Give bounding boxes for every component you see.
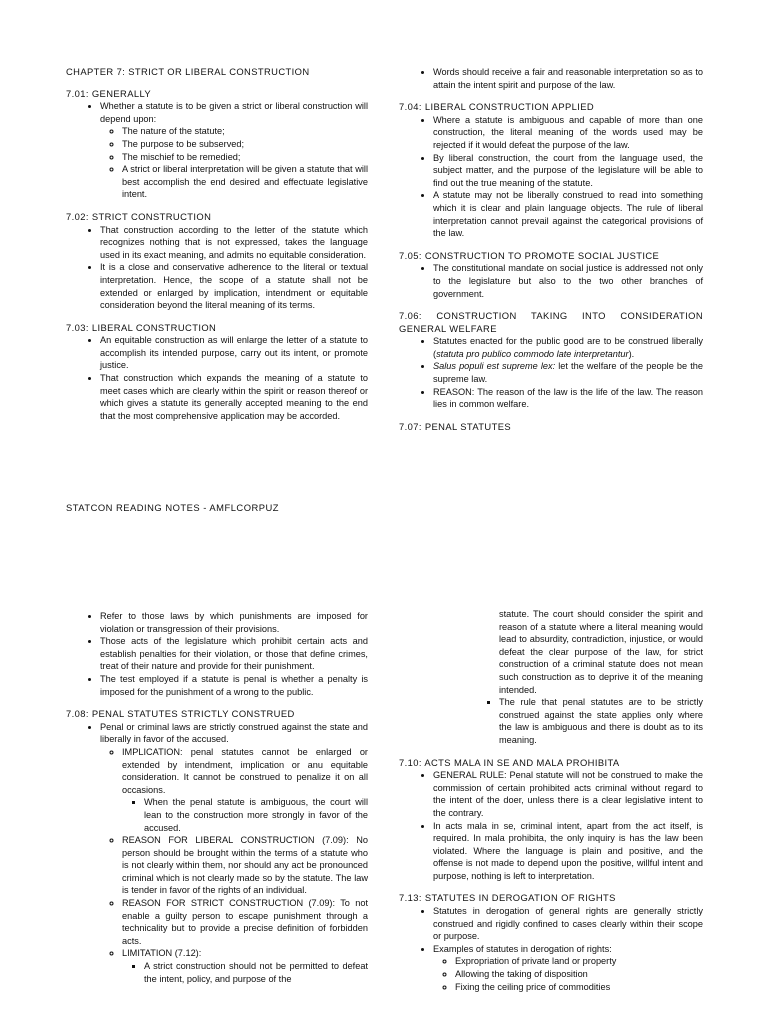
bullet-item: • GENERAL RULE: Penal statute will not be construed to make the commission of certain prohibited acts criminal without regard to the intent of the doer, unless there is a clear legislative intent to the contrary. [433,769,703,819]
section-7-04 [399,101,703,240]
section-7-08 [66,708,368,985]
section-7-03 [66,322,368,423]
bullet-item: • Whether a statute is to be given a strict or liberal construction will depend upon: ◦ The nature of the statute; ◦ The purpose to be subserved; ◦ The mischief to be remedied; ◦ A strict or liberal interpretation will be given a statute that will best accomplish the end desired and effectuate legislative intent. [100,100,368,201]
section-title: 7.10: ACTS MALA IN SE AND MALA PROHIBITA [399,756,620,768]
continued-paragraph: statute. The court should consider the spirit and reason of a statute where a literal meaning would lead to absurdity, contradiction, injustice, or would defeat the clear purpose of the law, for strict construction of a criminal statute does not mean such construction as to deprive it of the meaning intended. [499,609,703,695]
bullet-item: • REASON: The reason of the law is the life of the law. The reason lies in common welfare. [433,386,703,411]
continued-text [399,608,703,747]
sub-sub-item: ▪ The rule that penal statutes are to be strictly construed against the state applies only where the law is ambiguous and there is doubt as to its meaning. [499,696,703,746]
sub-item: ◦ A strict or liberal interpretation will be given a statute that will best accomplish the end desired and effectuate legislative intent. [122,163,368,201]
section-7-02 [66,211,368,312]
bullet-item: • Statutes enacted for the public good are to be construed liberally (statuta pro publico commodo late interpretantur). [433,335,703,360]
sub-item: ◦ Allowing the taking of disposition [455,968,703,981]
section-title: 7.08: PENAL STATUTES STRICTLY CONSTRUED [66,708,295,720]
page2-right-column [399,608,703,1003]
section-7-10 [399,757,703,883]
section-7-06 [399,310,703,411]
page1-left-column [66,66,368,432]
bullet-item: • A statute may not be liberally construed to read into something which it is clear and plain language objects. The rule of liberal interpretation cannot prevail against the categorical provisions of the law. [433,189,703,239]
bullet-item: • An equitable construction as will enlarge the letter of a statute to accomplish its intended purpose, carry out its intent, or promote justice. [100,334,368,372]
bullet-item: • Where a statute is ambiguous and capable of more than one construction, the literal meaning of the words used may be rejected if it would defeat the purpose of the law. [433,114,703,152]
sub-item: ◦ The purpose to be subserved; [122,138,368,151]
bullet-item: • Statutes in derogation of general rights are generally strictly construed and rigidly confined to cases clearly within their scope or purpose. [433,905,703,943]
page1-right-column [399,66,703,443]
sub-sub-item: ▪ A strict construction should not be permitted to defeat the intent, policy, and purpose of the [144,960,368,985]
sub-sub-item: ▪ When the penal statute is ambiguous, the court will lean to the construction more strongly in favor of the accused. [144,796,368,834]
section-title: 7.01: GENERALLY [66,87,152,99]
page2-left-column [66,610,368,995]
bullet-item: • Words should receive a fair and reasonable interpretation so as to attain the intent spirit and purpose of the law. [433,66,703,91]
footer-notes-label: STATCON READING NOTES - AMFLCORPUZ [66,502,280,513]
section-title: 7.04: LIBERAL CONSTRUCTION APPLIED [399,101,595,113]
bullet-item: • The test employed if a statute is penal is whether a penalty is imposed for the punishment of a wrong to the public. [100,673,368,698]
sub-item: ◦ LIMITATION (7.12): ▪ A strict construction should not be permitted to defeat the intent, policy, and purpose of the [122,947,368,985]
bullet-item: • Those acts of the legislature which prohibit certain acts and establish penalties for their violation, or those that define crimes, treat of their nature and provide for their punishment. [100,635,368,673]
bullet-item: • It is a close and conservative adherence to the literal or textual interpretation. Hence, the scope of a statute shall not be extended or enlarged by implication, intendment or equitable consideration beyond the literal meaning of its terms. [100,261,368,311]
bullet-item: • The constitutional mandate on social justice is addressed not only to the legislature but also to the two other branches of government. [433,262,703,300]
section-title: 7.03: LIBERAL CONSTRUCTION [66,321,217,333]
section-7-01 [66,88,368,201]
sub-item: ◦ Fixing the ceiling price of commodities [455,981,703,994]
bullet-item: • That construction according to the letter of the statute which recognizes nothing that is not expressed, takes the language used in its exact meaning, and admits no equitable consideration. [100,224,368,262]
chapter-title: CHAPTER 7: STRICT OR LIBERAL CONSTRUCTION [66,66,310,77]
section-7-05 [399,250,703,300]
bullet-item: • Penal or criminal laws are strictly construed against the state and liberally in favor of the accused. ◦ IMPLICATION: penal statutes cannot be enlarged or extended by intendment, implication or anu equitable consideration. It cannot be construed to penalize it on all occasions. ▪ When the penal statute is ambiguous, the court will lean to the construction more strongly in favor of the accused. ◦ REASON FOR LIBERAL CONSTRUCTION (7.09): No person should be brought within the terms of a statute who is not clearly within them, nor should any act be pronounced criminal which is not clearly made so by the statute. The law is tender in favor of the rights of an individual. ◦ REASON FOR STRICT CONSTRUCTION (7.09): To not enable a guilty person to escape punishment through a technicality but to provide a precise definition of forbidden acts. ◦ LIMITATION (7.12): ▪ A strict construction should not be permitted to defeat the intent, policy, and purpose of the [100,721,368,985]
continued-list [66,610,368,698]
section-7-13 [399,892,703,993]
sub-item: ◦ REASON FOR LIBERAL CONSTRUCTION (7.09): No person should be brought within the terms of a statute who is not clearly within them, nor should any act be pronounced criminal which is not clearly made so by the statute. The law is tender in favor of the rights of an individual. [122,834,368,897]
sub-item: ◦ The mischief to be remedied; [122,151,368,164]
bullet-item: • That construction which expands the meaning of a statute to meet cases which are clearly within the spirit or reason thereof or which gives a statute its generally accepted meaning to the end that the most comprehensive application may be accorded. [100,372,368,422]
sub-item: ◦ IMPLICATION: penal statutes cannot be enlarged or extended by intendment, implication or anu equitable consideration. It cannot be construed to penalize it on all occasions. ▪ When the penal statute is ambiguous, the court will lean to the construction more strongly in favor of the accused. [122,746,368,834]
section-title: 7.13: STATUTES IN DEROGATION OF RIGHTS [399,892,616,904]
sub-item: ◦ Expropriation of private land or property [455,955,703,968]
section-7-07 [399,421,703,434]
bullet-item: • Salus populi est supreme lex: let the welfare of the people be the supreme law. [433,360,703,385]
section-title: 7.07: PENAL STATUTES [399,420,512,432]
section-title: 7.02: STRICT CONSTRUCTION [66,210,212,222]
sub-item: ◦ The nature of the statute; [122,125,368,138]
sub-item: ◦ REASON FOR STRICT CONSTRUCTION (7.09): To not enable a guilty person to escape punishment through a technicality but to provide a precise definition of forbidden acts. [122,897,368,947]
section-title: 7.06: CONSTRUCTION TAKING INTO CONSIDERATION GENERAL WELFARE [399,310,703,334]
continued-list [399,66,703,91]
bullet-item: • In acts mala in se, criminal intent, apart from the act itself, is required. In mala prohibita, the only inquiry is has the law been violated. Where the language is plain and positive, and the offense is not made to depend upon the positive, willful intent and purpose, nothing is left to interpretation. [433,820,703,883]
bullet-item: • By liberal construction, the court from the language used, the subject matter, and the purpose of the legislature will be able to find out the true meaning of the statute. [433,152,703,190]
bullet-item: • Examples of statutes in derogation of rights: ◦ Expropriation of private land or property ◦ Allowing the taking of disposition ◦ Fixing the ceiling price of commodities [433,943,703,993]
section-title: 7.05: CONSTRUCTION TO PROMOTE SOCIAL JUSTICE [399,249,660,261]
page-2 [0,512,768,1024]
bullet-item: • Refer to those laws by which punishments are imposed for violation or transgression of their provisions. [100,610,368,635]
